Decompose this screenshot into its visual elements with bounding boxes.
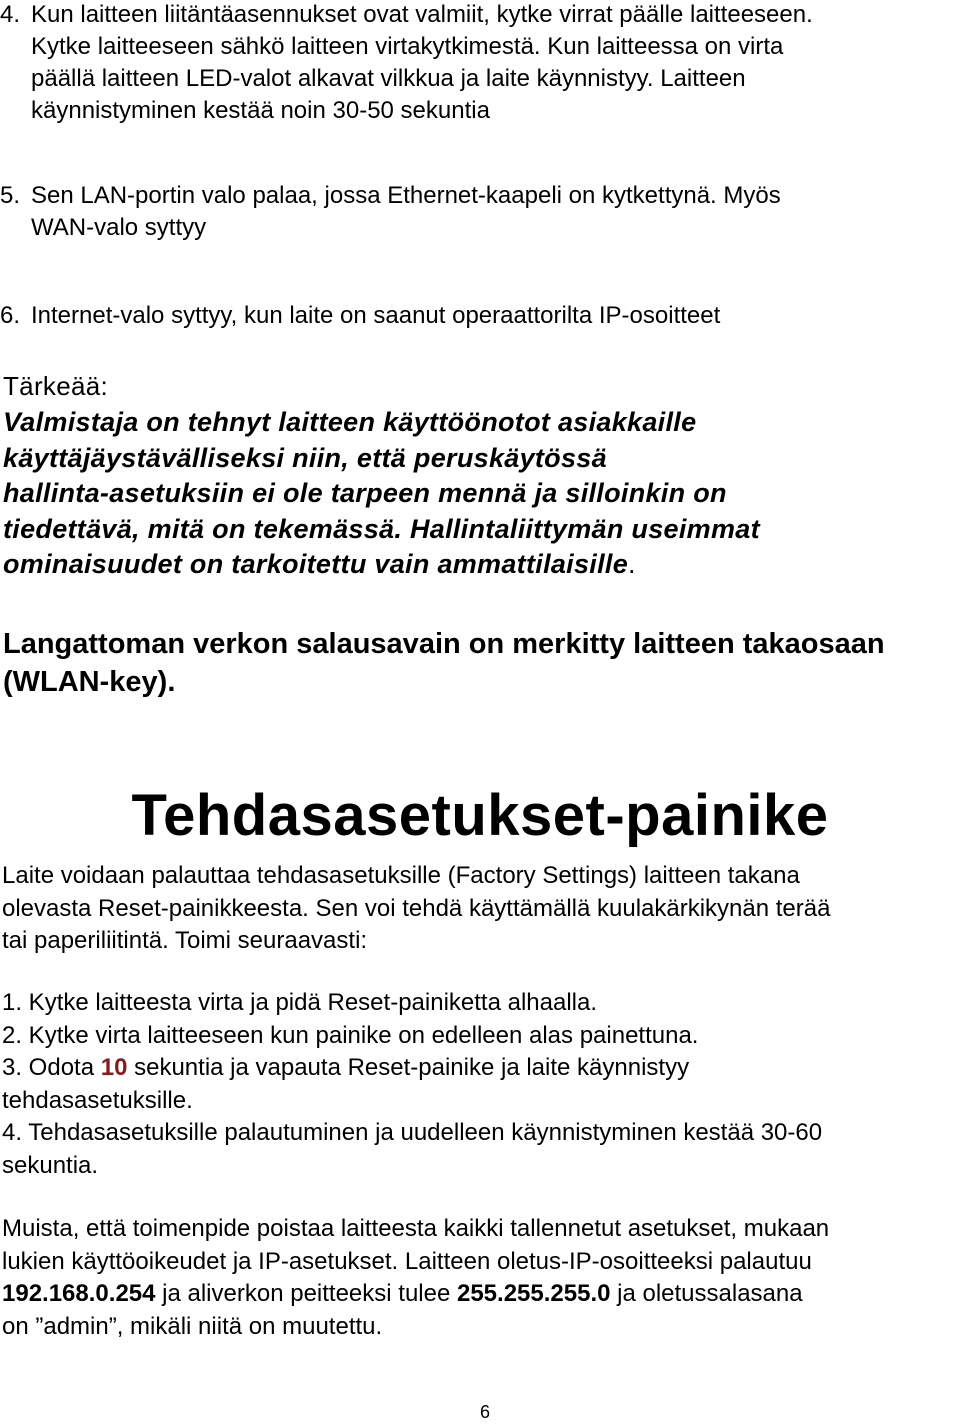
wlan-key-note bbox=[3, 625, 960, 701]
step-4-line: käynnistyminen kestää noin 30-50 sekuntia bbox=[31, 97, 490, 124]
default-ip-address: 192.168.0.254 bbox=[2, 1280, 156, 1307]
reminder-mid: ja aliverkon peitteeksi tulee bbox=[155, 1280, 457, 1307]
section-title: Tehdasasetukset-painike bbox=[131, 783, 829, 848]
reset-step-3 bbox=[2, 1052, 960, 1085]
reset-step-2: 2. Kytke virta laitteeseen kun painike on edelleen alas painettuna. bbox=[2, 1021, 699, 1049]
important-line: hallinta-asetuksiin ei ole tarpeen mennä ja silloinkin on bbox=[3, 478, 727, 508]
reminder-tail: ja oletussalasana bbox=[610, 1280, 803, 1307]
step-4 bbox=[0, 0, 960, 127]
reset-step-3-suffix: sekuntia ja vapauta Reset-painike ja laite käynnistyy bbox=[127, 1054, 690, 1081]
step-6-text bbox=[31, 300, 720, 332]
important-line bbox=[3, 547, 960, 583]
step-4-number: 4. bbox=[0, 1, 21, 28]
section-intro bbox=[2, 860, 960, 958]
reset-step-1: 1. Kytke laitteesta virta ja pidä Reset-painiketta alhaalla. bbox=[2, 989, 597, 1016]
reset-step-4: 4. Tehdasasetuksille palautuminen ja uudelleen käynnistyminen kestää 30-60 bbox=[2, 1119, 823, 1146]
important-line: Valmistaja on tehnyt laitteen käyttöönotot asiakkaille bbox=[3, 407, 697, 437]
reminder-paragraph bbox=[2, 1213, 960, 1343]
step-5-number: 5. bbox=[0, 182, 21, 209]
step-4-line: Kytke laitteeseen sähkö laitteen virtakytkimestä. Kun laitteessa on virta bbox=[31, 33, 784, 60]
step-5 bbox=[0, 180, 960, 244]
reset-step-3-continued: tehdasasetuksille. bbox=[2, 1086, 193, 1114]
page-number: 6 bbox=[479, 1402, 490, 1422]
subnet-mask: 255.255.255.0 bbox=[456, 1280, 611, 1307]
wlan-line: Langattoman verkon salausavain on merkitty laitteen takaosaan bbox=[3, 628, 885, 660]
step-6-line: Internet-valo syttyy, kun laite on saanut operaattorilta IP-osoitteet bbox=[31, 302, 721, 329]
step-4-text bbox=[31, 0, 813, 127]
important-note bbox=[3, 369, 960, 583]
important-end-period: . bbox=[628, 549, 636, 579]
reset-steps bbox=[2, 987, 960, 1182]
important-label: Tärkeää: bbox=[3, 371, 109, 401]
important-line: käyttäjäystävälliseksi niin, että peruskäytössä bbox=[3, 442, 607, 473]
reminder-line: on ”admin”, mikäli niitä on muutettu. bbox=[2, 1312, 383, 1340]
step-4-line: päällä laitteen LED-valot alkavat vilkkua ja laite käynnistyy. Laitteen bbox=[31, 65, 746, 92]
step-6 bbox=[0, 300, 960, 332]
step-4-line: Kun laitteen liitäntäasennukset ovat valmiit, kytke virrat päälle laitteeseen. bbox=[31, 1, 813, 28]
intro-line: tai paperiliitintä. Toimi seuraavasti: bbox=[2, 927, 368, 954]
reminder-line bbox=[2, 1278, 960, 1311]
reset-step-3-prefix: 3. Odota bbox=[2, 1054, 101, 1081]
important-last-line: ominaisuudet on tarkoitettu vain ammattilaisille bbox=[3, 549, 629, 579]
intro-line: Laite voidaan palauttaa tehdasasetuksille (Factory Settings) laitteen takana bbox=[2, 862, 800, 889]
step-5-text bbox=[31, 180, 781, 244]
intro-line: olevasta Reset-painikkeesta. Sen voi tehdä käyttämällä kuulakärkikynän terää bbox=[2, 894, 831, 922]
step-6-number: 6. bbox=[0, 302, 21, 329]
reminder-line: Muista, että toimenpide poistaa laitteesta kaikki tallennetut asetukset, mukaan bbox=[2, 1215, 830, 1242]
reset-step-4-continued: sekuntia. bbox=[2, 1151, 99, 1179]
important-text bbox=[3, 405, 960, 583]
wlan-line: (WLAN-key). bbox=[3, 666, 176, 698]
step-5-line: WAN-valo syttyy bbox=[31, 214, 207, 241]
reminder-line: lukien käyttöoikeudet ja IP-asetukset. Laitteen oletus-IP-osoitteeksi palautuu bbox=[2, 1247, 812, 1275]
reset-wait-seconds: 10 bbox=[100, 1054, 128, 1081]
step-5-line: Sen LAN-portin valo palaa, jossa Ethernet-kaapeli on kytkettynä. Myös bbox=[31, 182, 781, 209]
important-line: tiedettävä, mitä on tekemässä. Hallintaliittymän useimmat bbox=[3, 513, 760, 544]
